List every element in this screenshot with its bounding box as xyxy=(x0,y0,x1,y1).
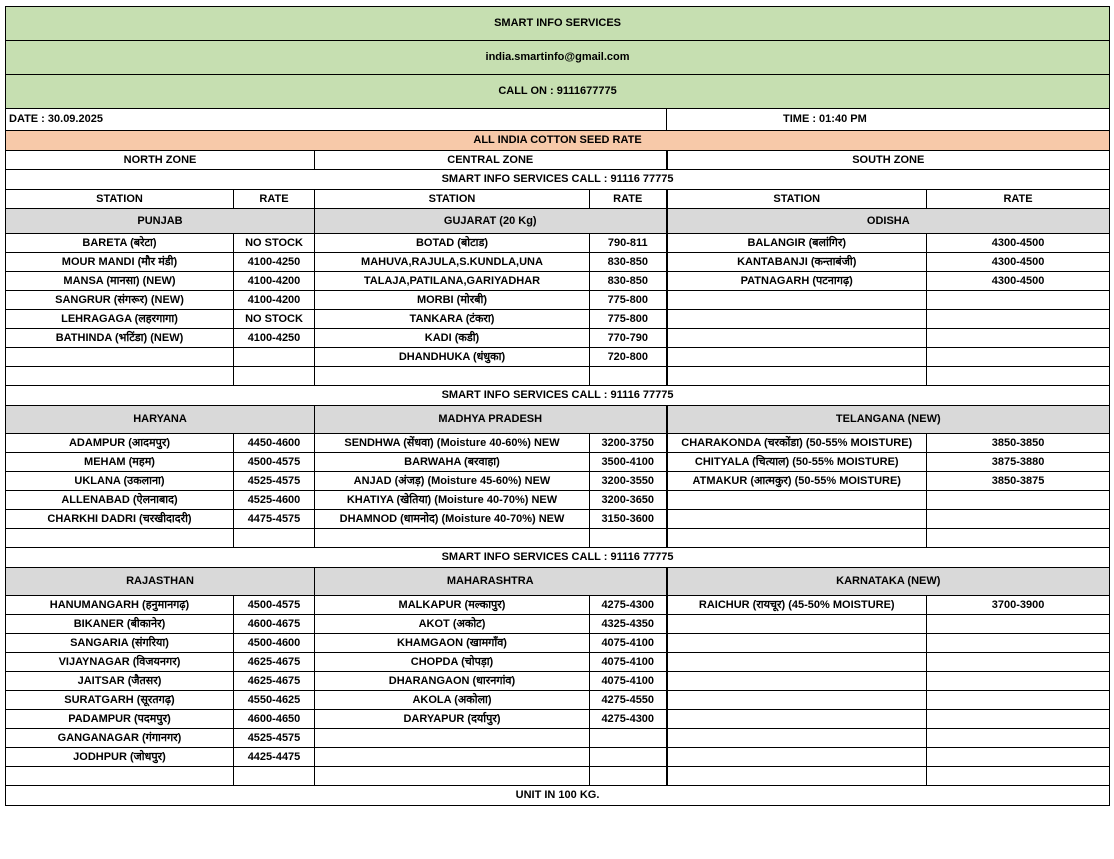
station-cell: LEHRAGAGA (लहरगागा) xyxy=(6,310,234,329)
station-cell xyxy=(667,291,927,310)
rate-cell: 4275-4300 xyxy=(590,710,667,729)
rate-header: RATE xyxy=(234,190,315,209)
station-cell: AKOLA (अकोला) xyxy=(315,691,590,710)
smart-info-line: SMART INFO SERVICES CALL : 91116 77775 xyxy=(6,548,1110,568)
sheet-title-row xyxy=(6,131,1110,151)
station-cell xyxy=(315,748,590,767)
rate-cell xyxy=(927,729,1110,748)
time-label: TIME : 01:40 PM xyxy=(667,109,1110,131)
station-cell: MOUR MANDI (मौर मंडी) xyxy=(6,253,234,272)
rate-cell: 3200-3750 xyxy=(590,434,667,453)
table-row xyxy=(6,672,1110,691)
table-row xyxy=(6,634,1110,653)
rate-cell: 4500-4575 xyxy=(234,596,315,615)
rate-cell xyxy=(927,529,1110,548)
rate-cell: 4500-4575 xyxy=(234,453,315,472)
station-cell: MALKAPUR (मल्कापुर) xyxy=(315,596,590,615)
station-cell xyxy=(667,710,927,729)
station-cell xyxy=(667,510,927,529)
rate-cell: 3200-3550 xyxy=(590,472,667,491)
station-cell xyxy=(6,348,234,367)
rate-cell: 4475-4575 xyxy=(234,510,315,529)
station-cell: VIJAYNAGAR (विजयनगर) xyxy=(6,653,234,672)
station-cell: BATHINDA (भटिंडा) (NEW) xyxy=(6,329,234,348)
rate-cell: 4550-4625 xyxy=(234,691,315,710)
station-cell xyxy=(667,529,927,548)
rate-cell: 4075-4100 xyxy=(590,634,667,653)
station-cell: MAHUVA,RAJULA,S.KUNDLA,UNA xyxy=(315,253,590,272)
table-row xyxy=(6,653,1110,672)
rate-cell: 3500-4100 xyxy=(590,453,667,472)
station-cell xyxy=(667,729,927,748)
rate-cell xyxy=(234,529,315,548)
station-cell: CHARAKONDA (चरकोंडा) (50-55% MOISTURE) xyxy=(667,434,927,453)
banner-row xyxy=(6,7,1110,41)
station-cell xyxy=(667,615,927,634)
station-header: STATION xyxy=(6,190,234,209)
station-cell: BARWAHA (बरवाहा) xyxy=(315,453,590,472)
rate-cell xyxy=(234,367,315,386)
rate-cell: 4300-4500 xyxy=(927,253,1110,272)
station-cell: BIKANER (बीकानेर) xyxy=(6,615,234,634)
station-cell: SENDHWA (सेंधवा) (Moisture 40-60%) NEW xyxy=(315,434,590,453)
station-cell: DHAMNOD (धामनोद) (Moisture 40-70%) NEW xyxy=(315,510,590,529)
rate-sheet-body xyxy=(6,7,1110,806)
station-cell: JAITSAR (जैतसर) xyxy=(6,672,234,691)
rate-cell xyxy=(590,748,667,767)
table-row xyxy=(6,367,1110,386)
table-row xyxy=(6,615,1110,634)
unit-note: UNIT IN 100 KG. xyxy=(6,786,1110,806)
state-header-row xyxy=(6,406,1110,434)
station-cell: BOTAD (बोटाड) xyxy=(315,234,590,253)
state-name: GUJARAT (20 Kg) xyxy=(315,209,667,234)
sheet-title: ALL INDIA COTTON SEED RATE xyxy=(6,131,1110,151)
state-name: HARYANA xyxy=(6,406,315,434)
rate-cell xyxy=(927,491,1110,510)
rate-cell xyxy=(927,310,1110,329)
station-cell: KADI (कडी) xyxy=(315,329,590,348)
rate-cell xyxy=(927,634,1110,653)
rate-cell: 4525-4575 xyxy=(234,729,315,748)
rate-cell xyxy=(590,729,667,748)
station-cell: SANGARIA (संगरिया) xyxy=(6,634,234,653)
rate-cell xyxy=(234,767,315,786)
station-header: STATION xyxy=(667,190,927,209)
rate-cell: 4075-4100 xyxy=(590,653,667,672)
station-cell: SANGRUR (संगरूर) (NEW) xyxy=(6,291,234,310)
station-cell xyxy=(667,310,927,329)
smart-info-row xyxy=(6,170,1110,190)
table-row xyxy=(6,434,1110,453)
company-name: SMART INFO SERVICES xyxy=(6,7,1110,41)
table-row xyxy=(6,310,1110,329)
rate-cell: 4525-4600 xyxy=(234,491,315,510)
station-cell: ALLENABAD (ऐलनाबाद) xyxy=(6,491,234,510)
rate-cell: 3700-3900 xyxy=(927,596,1110,615)
station-cell: AKOT (अकोट) xyxy=(315,615,590,634)
state-header-row xyxy=(6,568,1110,596)
state-name: MAHARASHTRA xyxy=(315,568,667,596)
table-row xyxy=(6,453,1110,472)
rate-cell: 4625-4675 xyxy=(234,672,315,691)
station-cell: GANGANAGAR (गंगानगर) xyxy=(6,729,234,748)
rate-cell: 3850-3850 xyxy=(927,434,1110,453)
station-cell: UKLANA (उकलाना) xyxy=(6,472,234,491)
station-cell xyxy=(6,767,234,786)
table-row xyxy=(6,767,1110,786)
state-name: MADHYA PRADESH xyxy=(315,406,667,434)
rate-cell xyxy=(927,672,1110,691)
rate-cell: 4525-4575 xyxy=(234,472,315,491)
smart-info-line: SMART INFO SERVICES CALL : 91116 77775 xyxy=(6,386,1110,406)
zone-south: SOUTH ZONE xyxy=(667,151,1110,170)
rate-cell: 830-850 xyxy=(590,253,667,272)
rate-cell: 4500-4600 xyxy=(234,634,315,653)
station-cell xyxy=(667,748,927,767)
station-cell xyxy=(315,529,590,548)
rate-cell xyxy=(927,653,1110,672)
rate-cell: 4625-4675 xyxy=(234,653,315,672)
station-cell: ADAMPUR (आदमपुर) xyxy=(6,434,234,453)
rate-cell: 3200-3650 xyxy=(590,491,667,510)
station-cell: CHOPDA (चोपड़ा) xyxy=(315,653,590,672)
station-cell xyxy=(315,767,590,786)
rate-header: RATE xyxy=(927,190,1110,209)
station-cell: MANSA (मानसा) (NEW) xyxy=(6,272,234,291)
station-cell xyxy=(667,767,927,786)
station-cell xyxy=(667,367,927,386)
station-cell xyxy=(6,367,234,386)
table-row xyxy=(6,748,1110,767)
station-cell xyxy=(315,367,590,386)
rate-cell: 4100-4250 xyxy=(234,253,315,272)
station-cell: HANUMANGARH (हनुमानगढ़) xyxy=(6,596,234,615)
column-header-row xyxy=(6,190,1110,209)
zone-north: NORTH ZONE xyxy=(6,151,315,170)
rate-cell: 4600-4650 xyxy=(234,710,315,729)
rate-cell xyxy=(927,329,1110,348)
table-row xyxy=(6,529,1110,548)
state-name: ODISHA xyxy=(667,209,1110,234)
station-cell xyxy=(667,491,927,510)
station-cell: TALAJA,PATILANA,GARIYADHAR xyxy=(315,272,590,291)
table-row xyxy=(6,329,1110,348)
station-cell xyxy=(667,634,927,653)
station-cell: TANKARA (टंकरा) xyxy=(315,310,590,329)
rate-cell xyxy=(927,767,1110,786)
station-cell: MORBI (मोरबी) xyxy=(315,291,590,310)
station-cell: PATNAGARH (पटनागढ़) xyxy=(667,272,927,291)
table-row xyxy=(6,596,1110,615)
station-cell: ATMAKUR (आत्मकुर) (50-55% MOISTURE) xyxy=(667,472,927,491)
station-cell: PADAMPUR (पदमपुर) xyxy=(6,710,234,729)
banner-row xyxy=(6,41,1110,75)
rate-cell: 720-800 xyxy=(590,348,667,367)
rate-cell: 4100-4250 xyxy=(234,329,315,348)
rate-cell: 4075-4100 xyxy=(590,672,667,691)
date-time-row xyxy=(6,109,1110,131)
table-row xyxy=(6,348,1110,367)
table-row xyxy=(6,253,1110,272)
station-header: STATION xyxy=(315,190,590,209)
station-cell: DHANDHUKA (धंधुका) xyxy=(315,348,590,367)
station-cell xyxy=(667,348,927,367)
table-row xyxy=(6,272,1110,291)
table-row xyxy=(6,691,1110,710)
rate-cell xyxy=(234,348,315,367)
station-cell: KANTABANJI (कन्ताबंजी) xyxy=(667,253,927,272)
rate-cell: 4325-4350 xyxy=(590,615,667,634)
date-label: DATE : 30.09.2025 xyxy=(6,109,667,131)
rate-cell: 4300-4500 xyxy=(927,272,1110,291)
state-header-row xyxy=(6,209,1110,234)
rate-cell xyxy=(927,367,1110,386)
rate-cell: 3150-3600 xyxy=(590,510,667,529)
rate-cell: 4600-4675 xyxy=(234,615,315,634)
rate-cell xyxy=(590,367,667,386)
station-cell xyxy=(667,329,927,348)
rate-cell xyxy=(927,510,1110,529)
rate-cell: 4300-4500 xyxy=(927,234,1110,253)
station-cell xyxy=(667,691,927,710)
station-cell: KHATIYA (खेतिया) (Moisture 40-70%) NEW xyxy=(315,491,590,510)
table-row xyxy=(6,491,1110,510)
zone-central: CENTRAL ZONE xyxy=(315,151,667,170)
smart-info-line: SMART INFO SERVICES CALL : 91116 77775 xyxy=(6,170,1110,190)
table-row xyxy=(6,291,1110,310)
rate-cell: 770-790 xyxy=(590,329,667,348)
station-cell: JODHPUR (जोधपुर) xyxy=(6,748,234,767)
rate-cell: 830-850 xyxy=(590,272,667,291)
rate-cell: 790-811 xyxy=(590,234,667,253)
station-cell: ANJAD (अंजड़) (Moisture 45-60%) NEW xyxy=(315,472,590,491)
rate-cell: NO STOCK xyxy=(234,310,315,329)
rate-sheet-table xyxy=(5,6,1110,806)
station-cell: RAICHUR (रायचूर) (45-50% MOISTURE) xyxy=(667,596,927,615)
state-name: TELANGANA (NEW) xyxy=(667,406,1110,434)
rate-cell: 4425-4475 xyxy=(234,748,315,767)
station-cell: CHARKHI DADRI (चरखीदादरी) xyxy=(6,510,234,529)
footer-row xyxy=(6,786,1110,806)
banner-row xyxy=(6,75,1110,109)
station-cell: KHAMGAON (खामगाँव) xyxy=(315,634,590,653)
email-address[interactable]: india.smartinfo@gmail.com xyxy=(6,41,1110,75)
rate-cell xyxy=(927,615,1110,634)
table-row xyxy=(6,510,1110,529)
call-number[interactable]: CALL ON : 9111677775 xyxy=(6,75,1110,109)
station-cell: DARYAPUR (दर्यापुर) xyxy=(315,710,590,729)
station-cell: BALANGIR (बलांगिर) xyxy=(667,234,927,253)
rate-cell: 4450-4600 xyxy=(234,434,315,453)
station-cell xyxy=(315,729,590,748)
rate-cell: 3875-3880 xyxy=(927,453,1110,472)
rate-cell xyxy=(590,767,667,786)
smart-info-row xyxy=(6,548,1110,568)
table-row xyxy=(6,472,1110,491)
state-name: RAJASTHAN xyxy=(6,568,315,596)
rate-cell xyxy=(927,748,1110,767)
station-cell xyxy=(667,653,927,672)
rate-cell: 775-800 xyxy=(590,310,667,329)
rate-cell xyxy=(927,710,1110,729)
rate-cell xyxy=(927,291,1110,310)
rate-cell: 3850-3875 xyxy=(927,472,1110,491)
station-cell: DHARANGAON (धारनगांव) xyxy=(315,672,590,691)
rate-cell xyxy=(927,691,1110,710)
station-cell xyxy=(667,672,927,691)
state-name: PUNJAB xyxy=(6,209,315,234)
station-cell xyxy=(6,529,234,548)
rate-cell xyxy=(590,529,667,548)
rate-cell xyxy=(927,348,1110,367)
station-cell: CHITYALA (चित्याल) (50-55% MOISTURE) xyxy=(667,453,927,472)
rate-cell: 4100-4200 xyxy=(234,291,315,310)
smart-info-row xyxy=(6,386,1110,406)
station-cell: MEHAM (महम) xyxy=(6,453,234,472)
table-row xyxy=(6,234,1110,253)
rate-cell: 4275-4300 xyxy=(590,596,667,615)
rate-header: RATE xyxy=(590,190,667,209)
table-row xyxy=(6,729,1110,748)
rate-cell: NO STOCK xyxy=(234,234,315,253)
table-row xyxy=(6,710,1110,729)
zones-row xyxy=(6,151,1110,170)
rate-cell: 775-800 xyxy=(590,291,667,310)
station-cell: SURATGARH (सूरतगढ़) xyxy=(6,691,234,710)
state-name: KARNATAKA (NEW) xyxy=(667,568,1110,596)
rate-cell: 4275-4550 xyxy=(590,691,667,710)
station-cell: BARETA (बरेटा) xyxy=(6,234,234,253)
rate-cell: 4100-4200 xyxy=(234,272,315,291)
